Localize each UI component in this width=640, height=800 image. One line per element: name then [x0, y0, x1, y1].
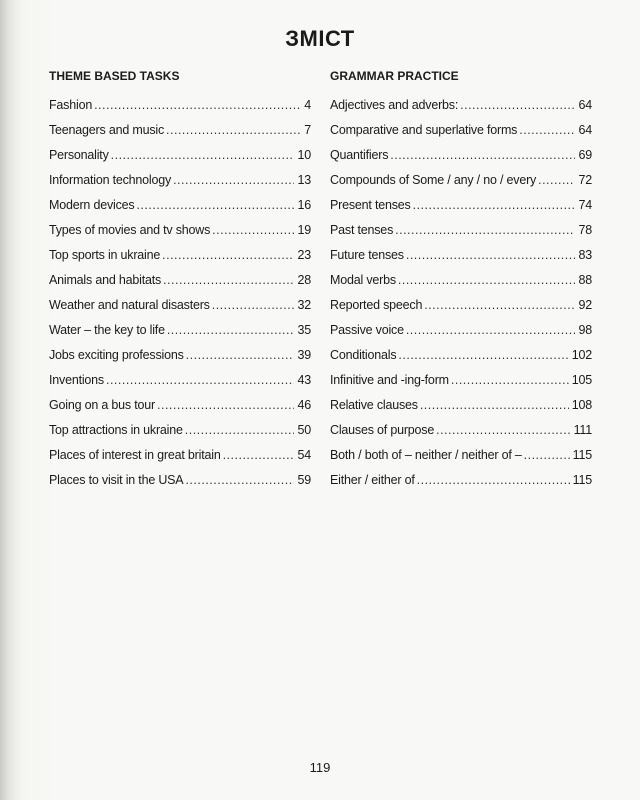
toc-entry-title: Places to visit in the USA: [49, 473, 184, 487]
toc-entry-title: Fashion: [49, 98, 93, 112]
theme-tasks-column: [49, 68, 311, 493]
toc-entry-title: Places of interest in great britain: [49, 448, 221, 462]
dot-leader: [460, 93, 575, 118]
toc-entry-page: 83: [578, 248, 592, 262]
toc-entry-page: 115: [572, 448, 592, 462]
toc-entry: [49, 368, 311, 393]
toc-entry-title: Compounds of Some / any / no / every: [330, 173, 537, 187]
dot-leader: [524, 443, 570, 468]
toc-entry-title: Going on a bus tour: [49, 398, 155, 412]
toc-entry-title: Relative clauses: [330, 398, 418, 412]
toc-entry: [330, 293, 592, 318]
toc-entry-page: 69: [578, 148, 592, 162]
toc-entry-page: 74: [578, 198, 592, 212]
dot-leader: [424, 293, 575, 318]
toc-entry: [49, 193, 311, 218]
toc-entry: [49, 318, 311, 343]
toc-entry-page: 43: [297, 373, 311, 387]
toc-entry-title: Future tenses: [330, 248, 404, 262]
toc-entry-title: Weather and natural disasters: [49, 298, 210, 312]
toc-entry-title: Clauses of purpose: [330, 423, 435, 437]
toc-entry: [330, 393, 592, 418]
toc-entry-page: 72: [578, 173, 592, 187]
toc-entry-title: Inventions: [49, 373, 104, 387]
toc-entry-title: Modal verbs: [330, 273, 396, 287]
dot-leader: [223, 443, 295, 468]
column-heading: THEME BASED TASKS: [49, 69, 180, 83]
dot-leader: [406, 243, 576, 268]
toc-entry: [49, 218, 311, 243]
toc-list: [330, 93, 592, 493]
grammar-practice-column: [330, 68, 592, 493]
toc-entry-page: 7: [304, 123, 311, 137]
toc-entry-title: Quantifiers: [330, 148, 389, 162]
toc-entry: [330, 268, 592, 293]
toc-entry: [49, 93, 311, 118]
toc-entry: [330, 218, 592, 243]
toc-list: [49, 93, 311, 493]
toc-entry-page: 105: [571, 373, 592, 387]
toc-entry-title: Water – the key to life: [49, 323, 165, 337]
toc-entry-page: 16: [297, 198, 311, 212]
toc-entry: [49, 268, 311, 293]
toc-entry: [330, 368, 592, 393]
toc-entry-title: Either / either of: [330, 473, 415, 487]
toc-entry: [330, 418, 592, 443]
toc-entry-title: Types of movies and tv shows: [49, 223, 211, 237]
toc-entry: [49, 418, 311, 443]
toc-entry-page: 28: [297, 273, 311, 287]
toc-entry-page: 19: [297, 223, 311, 237]
toc-entry: [330, 443, 592, 468]
toc-entry-title: Top sports in ukraine: [49, 248, 161, 262]
toc-entry-title: Infinitive and -ing-form: [330, 373, 449, 387]
dot-leader: [420, 393, 569, 418]
toc-entry-title: Comparative and superlative forms: [330, 123, 518, 137]
dot-leader: [212, 218, 294, 243]
toc-entry-page: 54: [297, 448, 311, 462]
dot-leader: [413, 193, 576, 218]
dot-leader: [166, 118, 301, 143]
toc-entry: [49, 343, 311, 368]
dot-leader: [163, 268, 294, 293]
toc-entry-page: 59: [297, 473, 311, 487]
page-number: 119: [309, 760, 331, 775]
toc-entry-page: 32: [297, 298, 311, 312]
toc-entry-title: Information technology: [49, 173, 172, 187]
dot-leader: [162, 243, 294, 268]
toc-entry-title: Adjectives and adverbs:: [330, 98, 459, 112]
toc-entry: [49, 468, 311, 493]
toc-entry: [49, 168, 311, 193]
toc-entry: [330, 168, 592, 193]
dot-leader: [519, 118, 575, 143]
toc-entry: [49, 393, 311, 418]
toc-entry-page: 35: [297, 323, 311, 337]
toc-entry-title: Conditionals: [330, 348, 397, 362]
toc-entry: [330, 93, 592, 118]
toc-entry: [330, 243, 592, 268]
toc-entry-title: Personality: [49, 148, 109, 162]
dot-leader: [111, 143, 295, 168]
dot-leader: [451, 368, 569, 393]
toc-entry: [49, 243, 311, 268]
toc-entry-page: 92: [578, 298, 592, 312]
toc-entry-page: 102: [571, 348, 592, 362]
dot-leader: [406, 318, 576, 343]
toc-entry-title: Teenagers and music: [49, 123, 165, 137]
toc-entry: [49, 293, 311, 318]
toc-entry: [49, 143, 311, 168]
toc-entry: [330, 468, 592, 493]
dot-leader: [395, 218, 575, 243]
toc-entry-title: Both / both of – neither / neither of –: [330, 448, 522, 462]
toc-entry-title: Jobs exciting professions: [49, 348, 184, 362]
toc-entry-title: Top attractions in ukraine: [49, 423, 183, 437]
dot-leader: [436, 418, 570, 443]
dot-leader: [173, 168, 294, 193]
dot-leader: [185, 468, 294, 493]
toc-entry-page: 4: [304, 98, 311, 112]
toc-entry-page: 39: [297, 348, 311, 362]
toc-entry-page: 78: [578, 223, 592, 237]
toc-entry-title: Past tenses: [330, 223, 394, 237]
page-title: ЗМІСТ: [285, 26, 355, 51]
toc-entry-page: 50: [297, 423, 311, 437]
toc-entry-title: Modern devices: [49, 198, 135, 212]
toc-entry-title: Passive voice: [330, 323, 404, 337]
dot-leader: [390, 143, 575, 168]
dot-leader: [185, 418, 295, 443]
dot-leader: [212, 293, 295, 318]
dot-leader: [136, 193, 294, 218]
dot-leader: [94, 93, 301, 118]
toc-entry-page: 13: [297, 173, 311, 187]
toc-entry: [330, 143, 592, 168]
toc-entry-title: Present tenses: [330, 198, 411, 212]
dot-leader: [157, 393, 294, 418]
toc-entry-title: Reported speech: [330, 298, 423, 312]
toc-entry-page: 64: [578, 98, 592, 112]
toc-entry-page: 46: [297, 398, 311, 412]
toc-entry: [49, 118, 311, 143]
toc-entry-page: 111: [573, 423, 592, 437]
toc-entry-title: Animals and habitats: [49, 273, 162, 287]
toc-entry-page: 108: [571, 398, 592, 412]
dot-leader: [538, 168, 575, 193]
toc-entry: [330, 118, 592, 143]
toc-entry-page: 10: [297, 148, 311, 162]
dot-leader: [398, 268, 576, 293]
toc-entry-page: 98: [578, 323, 592, 337]
dot-leader: [398, 343, 568, 368]
dot-leader: [106, 368, 295, 393]
toc-entry-page: 88: [578, 273, 592, 287]
dot-leader: [417, 468, 570, 493]
toc-entry: [330, 318, 592, 343]
column-heading: GRAMMAR PRACTICE: [330, 69, 459, 83]
toc-entry-page: 115: [572, 473, 592, 487]
toc-entry: [330, 193, 592, 218]
dot-leader: [186, 343, 295, 368]
toc-entry: [49, 443, 311, 468]
toc-entry: [330, 343, 592, 368]
toc-entry-page: 23: [297, 248, 311, 262]
dot-leader: [167, 318, 295, 343]
toc-entry-page: 64: [578, 123, 592, 137]
